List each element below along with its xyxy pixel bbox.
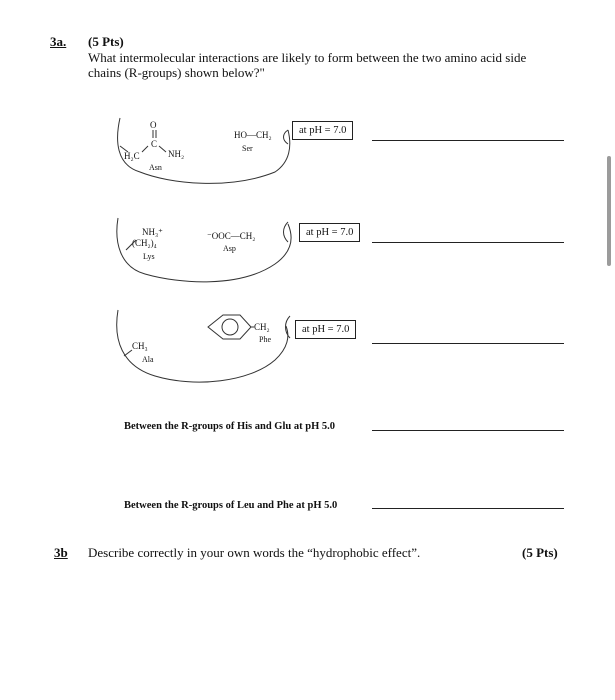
question-3a-number: 3a. [50,34,67,49]
lys-nh3: NH₃⁺ [142,227,163,237]
question-3a-line1: What intermolecular interactions are likely to form between the two amino acid side [88,50,527,65]
phe-label: Phe [259,335,271,344]
between-his-glu: Between the R-groups of His and Glu at pH 5.0 [124,421,335,432]
between-leu-phe-answer-line[interactable] [372,508,564,509]
phe-benzene-inner [222,319,238,335]
question-3a-line2: chains (R-groups) shown below?" [88,65,265,80]
ser-label: Ser [242,144,253,153]
pair-2-diagram [110,212,300,292]
asn-oxygen: O [150,120,157,130]
ala-ch3: CH₃ [132,341,148,351]
between-leu-phe: Between the R-groups of Leu and Phe at pH 5.0 [124,500,338,511]
asn-nh2: NH₂ [168,149,185,159]
question-3b-text: Describe correctly in your own words the “hydrophobic effect”. [88,545,421,560]
pair-2-ph-label: at pH = 7.0 [299,223,360,242]
asn-carbon: C [151,139,158,149]
pair-1-diagram [110,110,300,190]
lys-label: Lys [143,252,155,261]
pair-2-bracket [284,222,289,242]
asp-label: Asp [223,244,236,253]
vertical-scrollbar[interactable] [607,156,611,266]
question-3b-number: 3b [54,545,68,560]
pair-2-answer-line[interactable] [372,242,564,243]
pair-3-ph-label: at pH = 7.0 [295,320,356,339]
pair-3-answer-line[interactable] [372,343,564,344]
asn-label: Asn [149,163,162,172]
pair-3-diagram [110,300,300,390]
pair-1-bracket [284,130,289,144]
asp-group: ⁻OOC—CH₂ [207,231,256,241]
pair-1-ph-label: at pH = 7.0 [292,121,353,140]
pair-1-answer-line[interactable] [372,140,564,141]
question-3b-points: (5 Pts) [522,545,558,560]
lys-ch2n: (CH₂)₄ [132,238,157,248]
question-3a-text [88,50,588,80]
ala-label: Ala [142,355,154,364]
question-3a-points: (5 Pts) [88,34,124,49]
asn-ch2: H₂C [124,151,140,161]
between-his-glu-answer-line[interactable] [372,430,564,431]
phe-group: CH₂ [254,322,270,332]
ser-group: HO—CH₂ [234,130,272,140]
